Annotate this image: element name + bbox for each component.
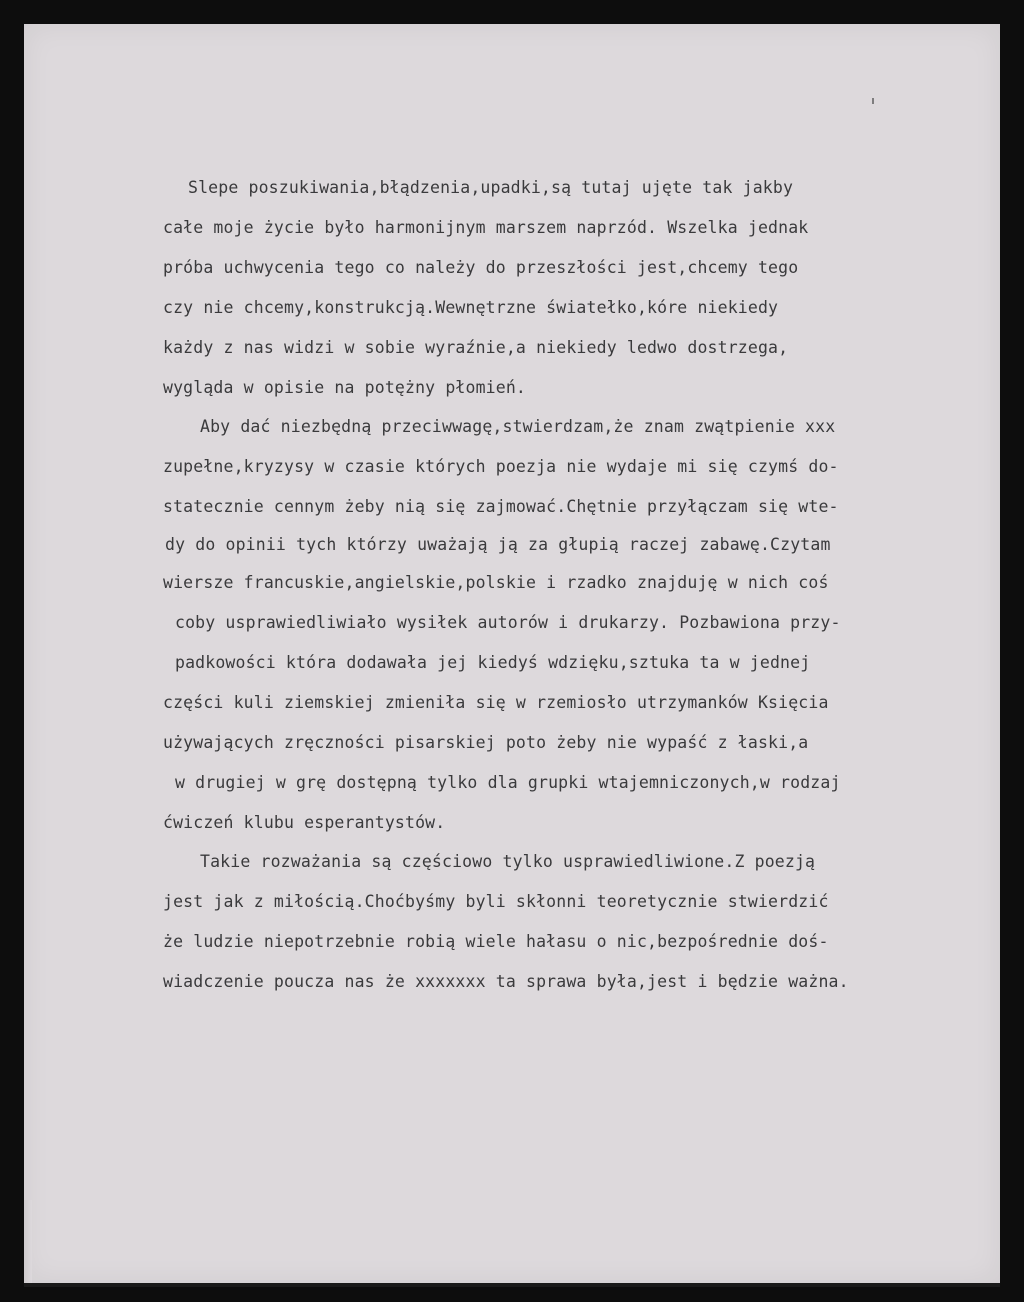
page-edge — [24, 1283, 1000, 1287]
text-line: części kuli ziemskiej zmieniła się w rzemiosło utrzymanków Księcia — [163, 693, 829, 712]
text-line: Slepe poszukiwania,błądzenia,upadki,są tutaj ujęte tak jakby — [188, 178, 794, 197]
text-line: statecznie cennym żeby nią się zajmować.Chętnie przyłączam się wte- — [163, 497, 839, 516]
text-line: całe moje życie było harmonijnym marszem naprzód. Wszelka jednak — [163, 218, 809, 237]
text-line: Takie rozważania są częściowo tylko usprawiedliwione.Z poezją — [200, 852, 816, 871]
text-line: wiadczenie poucza nas że xxxxxxx ta sprawa była,jest i będzie ważna. — [163, 972, 849, 991]
text-line: coby usprawiedliwiało wysiłek autorów i drukarzy. Pozbawiona przy- — [175, 613, 841, 632]
text-line: wygląda w opisie na potężny płomień. — [163, 378, 527, 397]
text-line: padkowości która dodawała jej kiedyś wdzięku,sztuka ta w jednej — [175, 653, 811, 672]
text-line: czy nie chcemy,konstrukcją.Wewnętrzne światełko,kóre niekiedy — [163, 298, 779, 317]
page-crease — [24, 1200, 32, 1283]
text-line: jest jak z miłością.Choćbyśmy byli skłonni teoretycznie stwierdzić — [163, 892, 829, 911]
text-line: Aby dać niezbędną przeciwwagę,stwierdzam,że znam zwątpienie xxx — [200, 417, 836, 436]
text-line: zupełne,kryzysy w czasie których poezja nie wydaje mi się czymś do- — [163, 457, 839, 476]
text-line: używających zręczności pisarskiej poto żeby nie wypaść z łaski,a — [163, 733, 809, 752]
text-line: próba uchwycenia tego co należy do przeszłości jest,chcemy tego — [163, 258, 799, 277]
text-line: każdy z nas widzi w sobie wyraźnie,a niekiedy ledwo dostrzega, — [163, 338, 789, 357]
text-line: ćwiczeń klubu esperantystów. — [163, 813, 446, 832]
text-line: że ludzie niepotrzebnie robią wiele hałasu o nic,bezpośrednie doś- — [163, 932, 829, 951]
stray-ink-mark — [872, 98, 874, 104]
text-line: w drugiej w grę dostępną tylko dla grupki wtajemniczonych,w rodzaj — [175, 773, 841, 792]
text-line: wiersze francuskie,angielskie,polskie i rzadko znajduję w nich coś — [163, 573, 829, 592]
text-line: dy do opinii tych którzy uważają ją za głupią raczej zabawę.Czytam — [165, 535, 831, 554]
